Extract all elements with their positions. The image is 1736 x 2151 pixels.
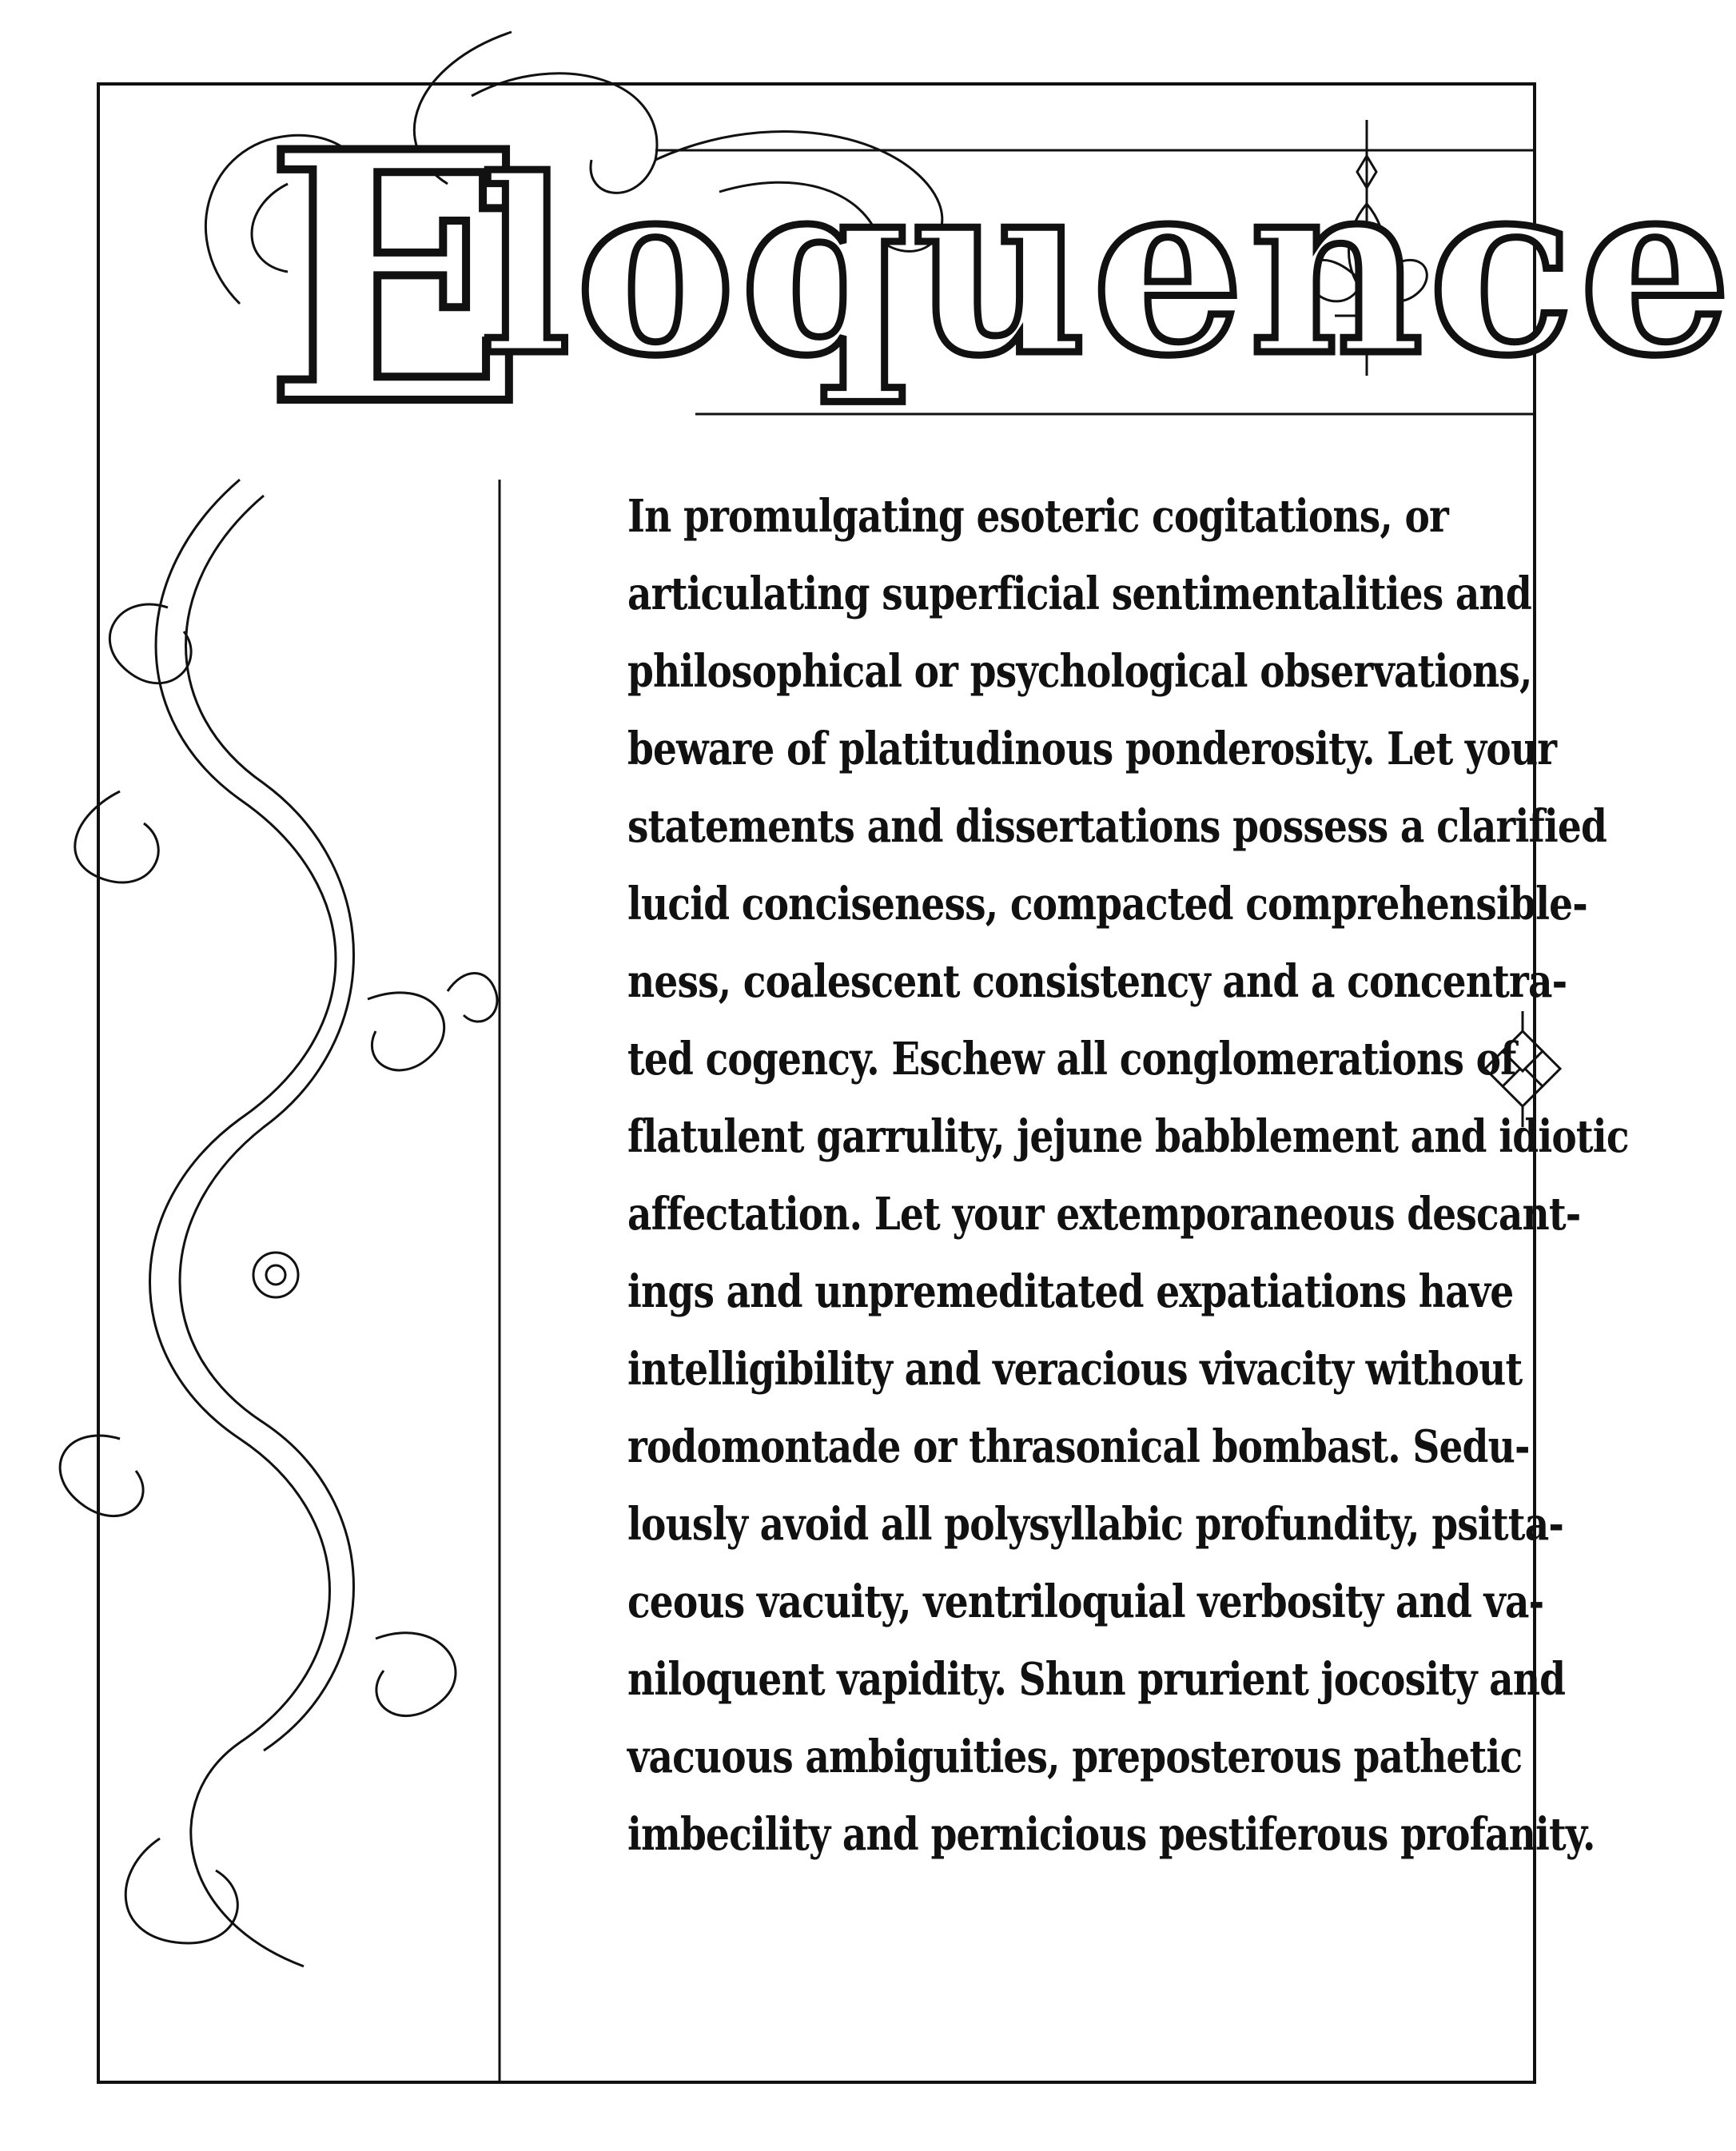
text-line: statements and dissertations possess a clarified — [627, 800, 1607, 853]
text-line: articulating superficial sentimentalities and — [627, 568, 1531, 620]
text-line: ness, coalescent consistency and a concentra- — [627, 955, 1567, 1008]
page-title: loquence — [480, 126, 1736, 408]
text-line: lucid conciseness, compacted comprehensible- — [627, 878, 1587, 930]
body-text-block — [627, 478, 1629, 1925]
text-line: flatulent garrulity, jejune babblement and idiotic — [627, 1110, 1629, 1163]
text-line: philosophical or psychological observations, — [627, 645, 1532, 698]
text-line: niloquent vapidity. Shun prurient jocosity and — [627, 1653, 1566, 1706]
text-line: rodomontade or thrasonical bombast. Sedu- — [627, 1420, 1530, 1473]
text-line: ted cogency. Eschew all conglomerations of — [627, 1033, 1516, 1085]
text-line: ceous vacuity, ventriloquial verbosity and va- — [627, 1575, 1544, 1628]
text-line: beware of platitudinous ponderosity. Let your — [627, 723, 1557, 775]
text-line: intelligibility and veracious vivacity without — [627, 1343, 1523, 1396]
text-line: In promulgating esoteric cogitations, or — [627, 490, 1448, 543]
text-line: lously avoid all polysyllabic profundity, psitta- — [627, 1498, 1564, 1551]
text-line: imbecility and pernicious pestiferous profanity. — [627, 1808, 1595, 1861]
illuminated-initial-letter: E — [265, 78, 527, 481]
text-line: ings and unpremeditated expatiations have — [627, 1265, 1514, 1318]
text-line: vacuous ambiguities, preposterous pathetic — [627, 1731, 1523, 1783]
text-line: affectation. Let your extemporaneous descant- — [627, 1188, 1581, 1241]
